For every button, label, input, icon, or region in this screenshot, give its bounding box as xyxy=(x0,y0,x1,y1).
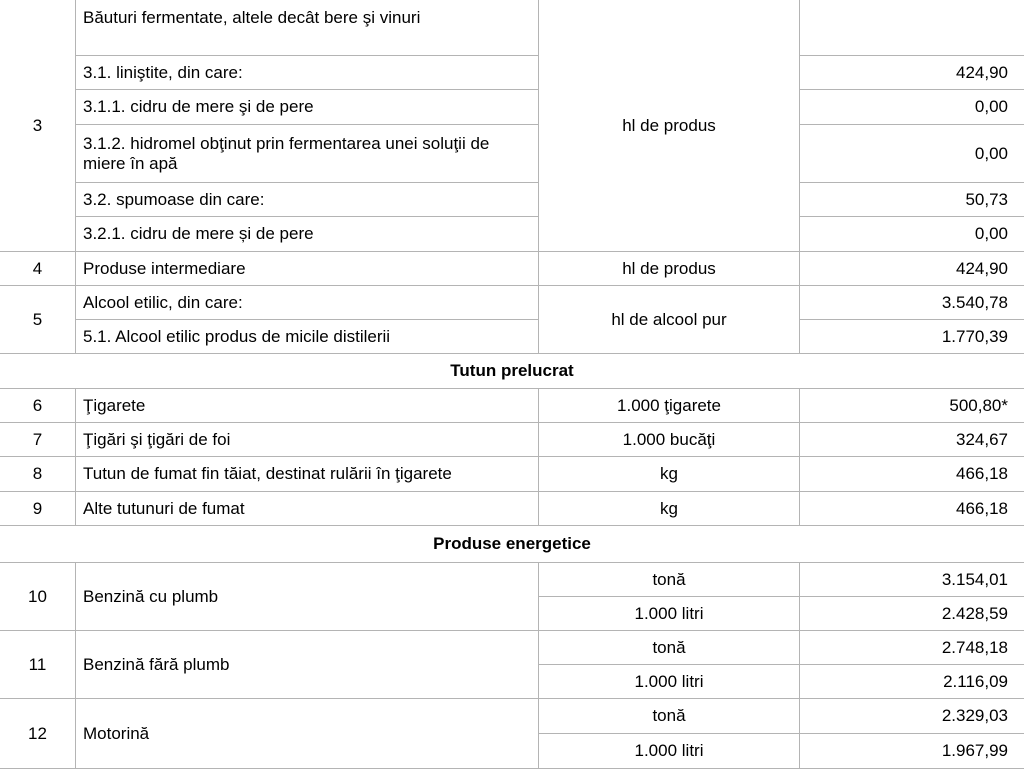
item-label: Motorină xyxy=(83,723,150,743)
item-label: 3.1.2. hidromel obţinut prin fermentarea unei soluţii de miere în apă xyxy=(83,133,490,173)
row-number: 6 xyxy=(32,395,43,415)
row-number: 3 xyxy=(32,115,43,135)
row-number: 5 xyxy=(32,309,43,329)
item-value: 2.748,18 xyxy=(941,637,1008,657)
item-label: Produse intermediare xyxy=(83,258,246,278)
unit-cell: hl de alcool pur xyxy=(611,309,727,329)
item-value: 50,73 xyxy=(965,189,1008,209)
row-number: 7 xyxy=(32,429,43,449)
unit-cell: hl de produs xyxy=(622,115,716,135)
row-number: 10 xyxy=(28,586,47,606)
unit-cell: 1.000 litri xyxy=(634,603,704,623)
item-value: 466,18 xyxy=(956,498,1008,518)
item-value: 0,00 xyxy=(974,224,1008,243)
item-value: 324,67 xyxy=(956,429,1008,449)
item-label: 3.1.1. cidru de mere şi de pere xyxy=(83,97,314,116)
item-label: Benzină cu plumb xyxy=(83,586,219,606)
unit-cell: 1.000 litri xyxy=(634,671,704,691)
unit-cell: 1.000 litri xyxy=(634,741,704,760)
unit-cell: hl de produs xyxy=(622,258,716,278)
row-number: 12 xyxy=(28,723,47,743)
item-value: 2.116,09 xyxy=(943,671,1008,691)
item-label: 5.1. Alcool etilic produs de micile distilerii xyxy=(83,326,391,346)
row-number: 4 xyxy=(32,258,43,278)
row-number: 8 xyxy=(32,464,43,483)
item-value: 500,80* xyxy=(949,395,1008,415)
item-label: Benzină fără plumb xyxy=(83,654,230,674)
item-value: 2.428,59 xyxy=(941,603,1008,623)
item-value: 0,00 xyxy=(974,97,1008,116)
item-value: 0,00 xyxy=(974,143,1008,163)
item-value: 3.154,01 xyxy=(941,569,1008,589)
item-label: 3.1. liniştite, din care: xyxy=(83,62,243,82)
row-number: 9 xyxy=(32,498,43,518)
section-header-tobacco: Tutun prelucrat xyxy=(450,361,574,380)
unit-cell: tonă xyxy=(652,706,686,725)
unit-cell: 1.000 bucăţi xyxy=(622,429,716,449)
item-value: 424,90 xyxy=(956,258,1008,278)
item-label: 3.2.1. cidru de mere și de pere xyxy=(83,224,314,243)
item-label: Alte tutunuri de fumat xyxy=(83,498,245,518)
item-value: 466,18 xyxy=(956,464,1008,483)
item-label: Tutun de fumat fin tăiat, destinat rulării în ţigarete xyxy=(83,464,452,483)
unit-cell: 1.000 ţigarete xyxy=(617,395,721,415)
item-value: 2.329,03 xyxy=(941,706,1008,725)
item-label: Ţigarete xyxy=(83,395,146,415)
unit-cell: kg xyxy=(660,464,678,483)
item-value: 1.770,39 xyxy=(941,326,1008,346)
item-value: 424,90 xyxy=(956,62,1008,82)
unit-cell: kg xyxy=(660,498,678,518)
unit-cell: tonă xyxy=(652,637,686,657)
item-value: 3.540,78 xyxy=(941,292,1008,312)
row-number: 11 xyxy=(28,654,47,674)
item-label: 3.2. spumoase din care: xyxy=(83,189,265,209)
item-label: Alcool etilic, din care: xyxy=(83,292,243,312)
item-label: Ţigări şi ţigări de foi xyxy=(83,429,231,449)
item-label: Băuturi fermentate, altele decât bere şi vinuri xyxy=(83,8,421,27)
section-header-energy: Produse energetice xyxy=(433,534,591,553)
unit-cell: tonă xyxy=(652,569,686,589)
item-value: 1.967,99 xyxy=(941,741,1008,760)
